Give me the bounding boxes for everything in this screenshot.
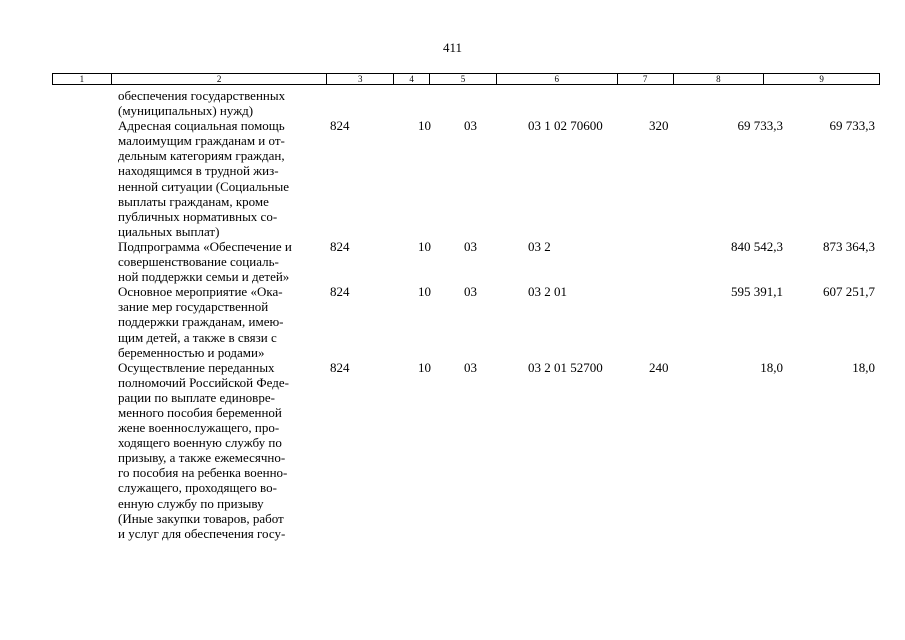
header-col-2: 2 [112, 74, 327, 84]
table-row [0, 239, 905, 284]
row-name-line: Подпрограмма «Обеспечение и [118, 238, 292, 254]
cell-c4: 10 [418, 284, 431, 300]
page-number: 411 [442, 40, 463, 55]
row-name-line: ходящего военную службу по [118, 435, 282, 451]
row-name-line: совершенствование социаль- [118, 254, 279, 270]
cell-c3: 824 [330, 284, 350, 300]
header-col-4: 4 [394, 74, 430, 84]
table-row [0, 88, 905, 118]
row-name-line: (Иные закупки товаров, работ [118, 510, 284, 526]
row-name-line: находящимся в трудной жиз- [118, 163, 279, 179]
row-name-line: жене военнослужащего, про- [118, 420, 280, 436]
cell-c3: 824 [330, 118, 350, 134]
table-body [0, 88, 905, 541]
header-col-5: 5 [430, 74, 497, 84]
row-name [118, 284, 330, 359]
cell-c9: 18,0 [852, 359, 875, 375]
cell-c5: 03 [464, 238, 477, 254]
row-name-line: поддержки гражданам, имею- [118, 314, 284, 330]
cell-c4: 10 [418, 238, 431, 254]
cell-c6: 03 1 02 70600 [528, 118, 603, 134]
row-name-line: щим детей, а также в связи с [118, 329, 277, 345]
table-header [52, 73, 880, 85]
row-name-line: (муниципальных) нужд) [118, 103, 254, 119]
cell-c8: 69 733,3 [737, 118, 783, 134]
cell-c6: 03 2 01 52700 [528, 359, 603, 375]
cell-c9: 607 251,7 [823, 284, 875, 300]
row-name-line: ной поддержки семьи и детей» [118, 269, 290, 285]
row-name-line: призыву, а также ежемесячно- [118, 450, 286, 466]
row-name-line: беременностью и родами» [118, 344, 265, 360]
cell-c7: 240 [649, 359, 669, 375]
row-name-line: зание мер государственной [118, 299, 269, 315]
cell-c5: 03 [464, 359, 477, 375]
cell-c4: 10 [418, 359, 431, 375]
header-col-1: 1 [53, 74, 112, 84]
row-name-line: обеспечения государственных [118, 88, 286, 103]
table-row [0, 360, 905, 541]
row-name [118, 88, 330, 118]
row-name-line: полномочий Российской Феде- [118, 374, 289, 390]
row-name [118, 239, 330, 284]
cell-c5: 03 [464, 284, 477, 300]
row-name-line: Осуществление переданных [118, 359, 275, 375]
row-name-line: и услуг для обеспечения госу- [118, 525, 286, 541]
row-name-line: служащего, проходящего во- [118, 480, 277, 496]
row-name-line: рации по выплате единовре- [118, 389, 275, 405]
table-row [0, 118, 905, 239]
header-col-6: 6 [497, 74, 618, 84]
header-col-9: 9 [819, 74, 824, 84]
row-name-line: Адресная социальная помощь [118, 118, 285, 134]
row-name [118, 360, 330, 541]
cell-c8: 595 391,1 [731, 284, 783, 300]
cell-c3: 824 [330, 238, 350, 254]
row-name-line: дельным категориям граждан, [118, 148, 285, 164]
cell-c9: 69 733,3 [829, 118, 875, 134]
row-name-line: публичных нормативных со- [118, 208, 278, 224]
cell-c5: 03 [464, 118, 477, 134]
cell-c8: 18,0 [760, 359, 783, 375]
header-col-8: 8 [674, 74, 765, 84]
header-col-7: 7 [618, 74, 674, 84]
row-name-line: Основное мероприятие «Ока- [118, 284, 283, 300]
row-name [118, 118, 330, 239]
cell-c3: 824 [330, 359, 350, 375]
row-name-line: енную службу по призыву [118, 495, 264, 511]
cell-c9: 873 364,3 [823, 238, 875, 254]
row-name-line: ненной ситуации (Социальные [118, 178, 289, 194]
cell-c6: 03 2 01 [528, 284, 567, 300]
cell-c8: 840 542,3 [731, 238, 783, 254]
row-name-line: менного пособия беременной [118, 404, 282, 420]
cell-c6: 03 2 [528, 238, 551, 254]
row-name-line: циальных выплат) [118, 223, 220, 239]
table-row [0, 284, 905, 359]
row-name-line: выплаты гражданам, кроме [118, 193, 269, 209]
cell-c7: 320 [649, 118, 669, 134]
cell-c4: 10 [418, 118, 431, 134]
row-name-line: го пособия на ребенка военно- [118, 465, 288, 481]
row-name-line: малоимущим гражданам и от- [118, 133, 285, 149]
header-col-3: 3 [327, 74, 394, 84]
